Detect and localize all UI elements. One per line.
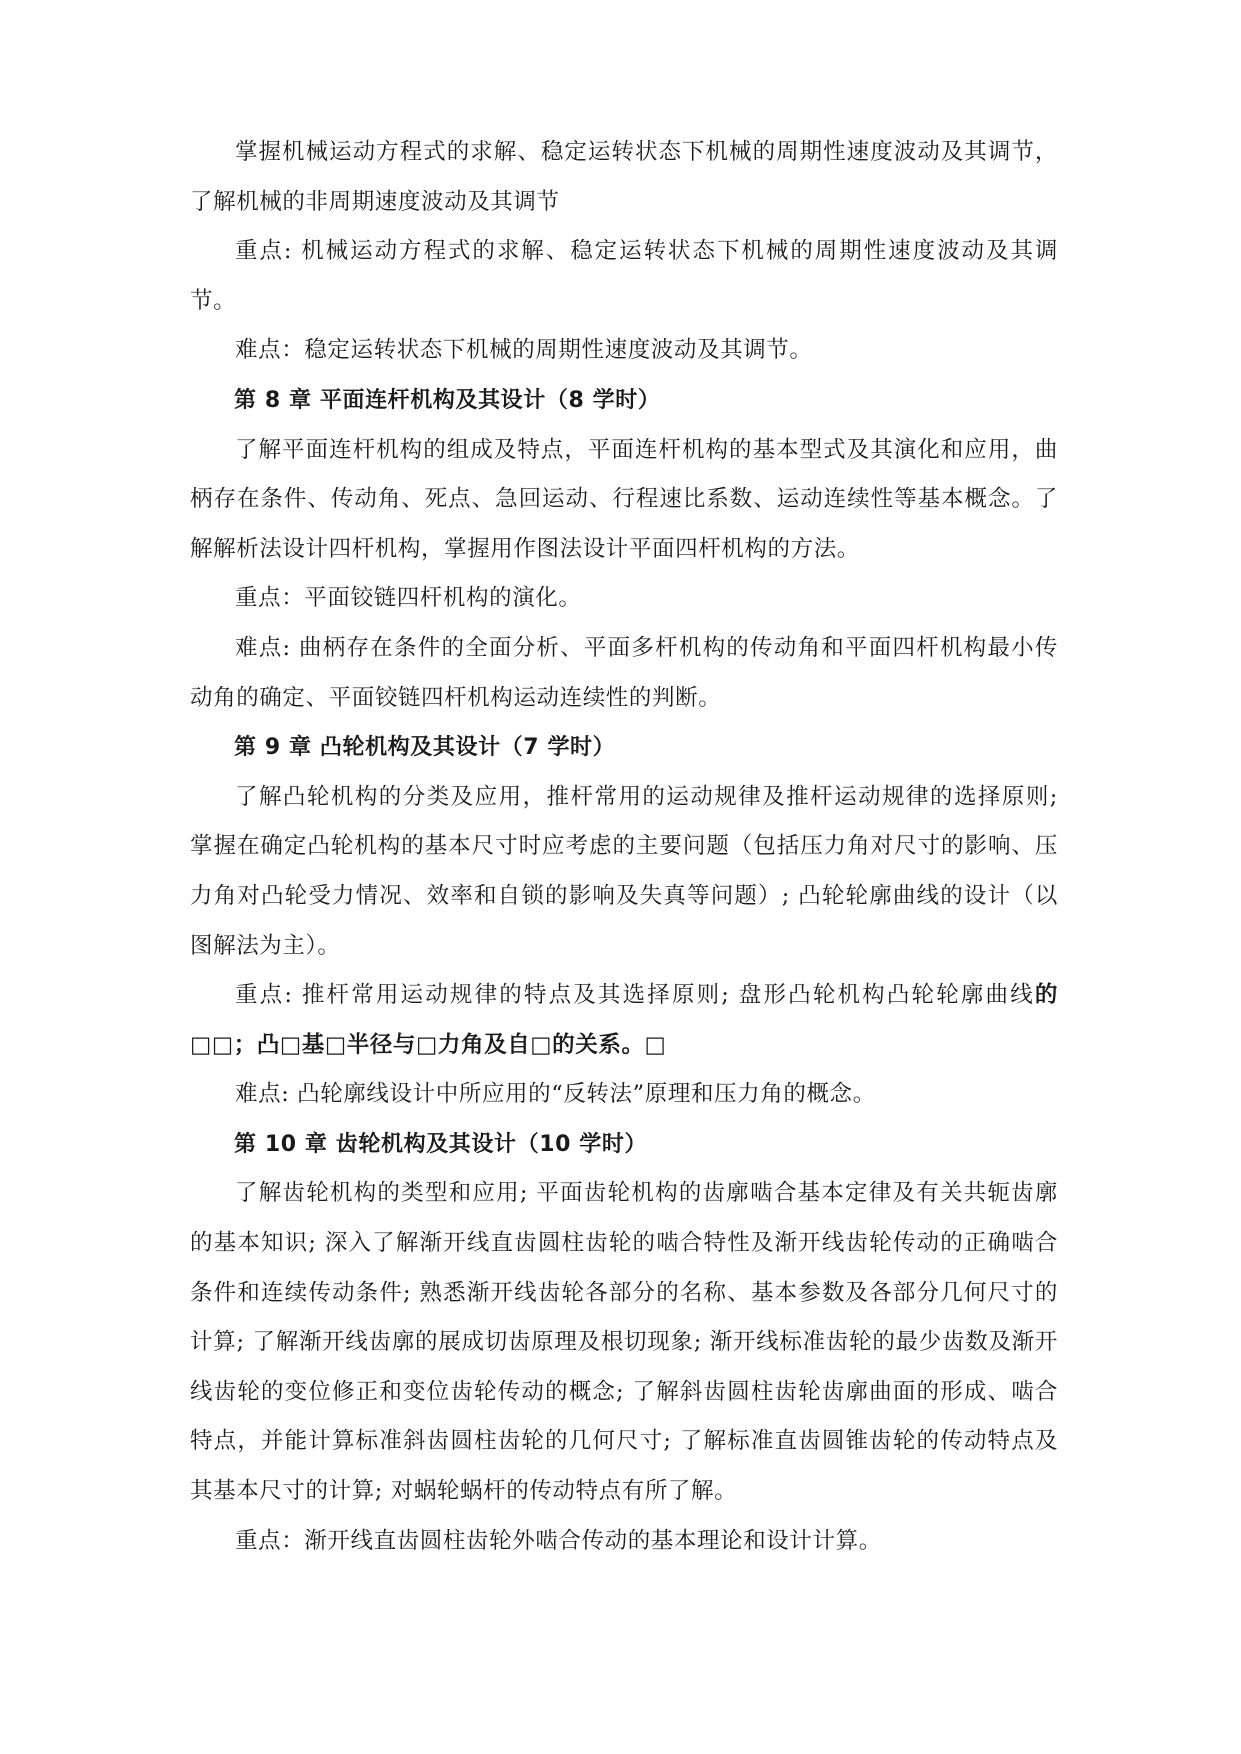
- paragraph-ch10-objectives: 了解齿轮机构的类型和应用; 平面齿轮机构的齿廓啮合基本定律及有关共轭齿廓的基本知识; 深入了解渐开线直齿圆柱齿轮的啮合特性及渐开线齿轮传动的正确啮合条件和连续传动条件; 熟悉渐开线齿轮各部分的名称、基本参数及各部分几何尺寸的计算; 了解渐开线齿廓的展成切齿原理及根切现象; 渐开线标准齿轮的最少齿数及渐开线齿轮的变位修正和变位齿轮传动的概念; 了解斜齿圆柱齿轮齿廓曲面的形成、啮合特点，并能计算标准斜齿圆柱齿轮的几何尺寸; 了解标准直齿圆锥齿轮的传动特点及其基本尺寸的计算; 对蜗轮蜗杆的传动特点有所了解。: [190, 1180, 1058, 1505]
- paragraph-ch8-difficulties: 难点: 曲柄存在条件的全面分析、平面多杆机构的传动角和平面四杆机构最小传动角的确定、平面铰链四杆机构运动连续性的判断。: [190, 634, 1058, 711]
- paragraph-ch8-key-points: 重点：平面铰链四杆机构的演化。: [235, 585, 582, 612]
- paragraph-ch9-objectives: 了解凸轮机构的分类及应用，推杆常用的运动规律及推杆运动规律的选择原则; 掌握在确定凸轮机构的基本尺寸时应考虑的主要问题（包括压力角对尺寸的影响、压力角对凸轮受力情况、效率和自锁的影响及失真等问题）; 凸轮轮廓曲线的设计（以图解法为主）。: [190, 783, 1058, 959]
- chapter-10-heading: 第 10 章 齿轮机构及其设计（10 学时）: [234, 1131, 648, 1157]
- document-page: [190, 128, 1058, 1566]
- ch9-key-points-text: 重点: 推杆常用运动规律的特点及其选择原则; 盘形凸轮机构凸轮轮廓曲线: [235, 982, 1035, 1009]
- paragraph-key-points-ch7: 重点: 机械运动方程式的求解、稳定运转状态下机械的周期性速度波动及其调节。: [190, 238, 1058, 314]
- chapter-9-heading: 第 9 章 凸轮机构及其设计（7 学时）: [234, 735, 616, 761]
- paragraph-ch10-key-points: 重点：渐开线直齿圆柱齿轮外啮合传动的基本理论和设计计算。: [235, 1527, 882, 1554]
- paragraph-ch8-objectives: 了解平面连杆机构的组成及特点，平面连杆机构的基本型式及其演化和应用，曲柄存在条件、传动角、死点、急回运动、行程速比系数、运动连续性等基本概念。了解解析法设计四杆机构，掌握用作图法设计平面四杆机构的方法。: [190, 436, 1058, 562]
- ch9-key-points-garbled-tail: 的□□；凸□基□半径与□力角及自□的关系。□: [190, 982, 1058, 1058]
- paragraph-ch9-difficulties: 难点: 凸轮廓线设计中所应用的“反转法”原理和压力角的概念。: [235, 1081, 876, 1108]
- paragraph-ch9-key-points: [190, 971, 1058, 1070]
- paragraph-difficulties-ch7: 难点：稳定运转状态下机械的周期性速度波动及其调节。: [235, 337, 813, 364]
- chapter-8-heading: 第 8 章 平面连杆机构及其设计（8 学时）: [234, 387, 661, 413]
- paragraph-speed-fluctuation-objectives: 掌握机械运动方程式的求解、稳定运转状态下机械的周期性速度波动及其调节，了解机械的非周期速度波动及其调节: [190, 139, 1058, 215]
